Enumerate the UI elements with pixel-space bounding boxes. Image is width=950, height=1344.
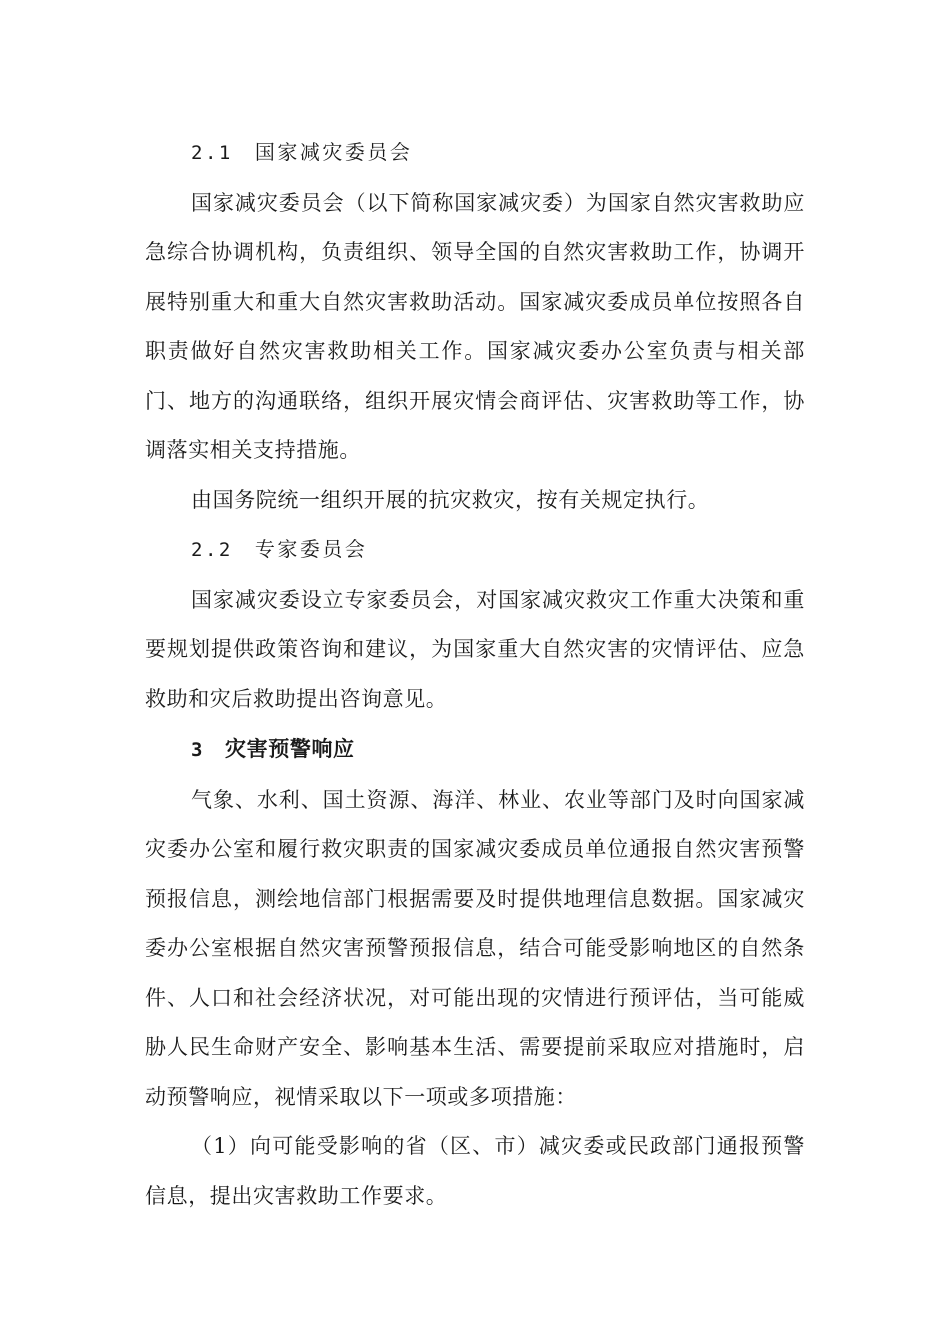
section-heading-2-1	[145, 128, 805, 179]
paragraph: 气象、水利、国土资源、海洋、林业、农业等部门及时向国家减灾委办公室和履行救灾职责的国家减灾委成员单位通报自然灾害预警预报信息，测绘地信部门根据需要及时提供地理信息数据。国家减灾委办公室根据自然灾害预警预报信息，结合可能受影响地区的自然条件、人口和社会经济状况，对可能出现的灾情进行预评估，当可能威胁人民生命财产安全、影响基本生活、需要提前采取应对措施时，启动预警响应，视情采取以下一项或多项措施：	[145, 787, 805, 1109]
section-heading-3	[145, 724, 805, 776]
paragraph: 国家减灾委员会（以下简称国家减灾委）为国家自然灾害救助应急综合协调机构，负责组织、领导全国的自然灾害救助工作，协调开展特别重大和重大自然灾害救助活动。国家减灾委成员单位按照各自职责做好自然灾害救助相关工作。国家减灾委办公室负责与相关部门、地方的沟通联络，组织开展灾情会商评估、灾害救助等工作，协调落实相关支持措施。	[145, 190, 805, 462]
list-item: （1）向可能受影响的省（区、市）减灾委或民政部门通报预警信息，提出灾害救助工作要求。	[145, 1134, 805, 1208]
section-heading-2-2	[145, 525, 805, 576]
section-number: 3	[191, 739, 204, 761]
section-number: 2.2	[191, 539, 233, 561]
document-body	[145, 128, 805, 1221]
section-title: 专家委员会	[254, 537, 368, 561]
paragraph: 由国务院统一组织开展的抗灾救灾，按有关规定执行。	[191, 487, 710, 512]
section-number: 2.1	[191, 142, 233, 164]
paragraph: 国家减灾委设立专家委员会，对国家减灾救灾工作重大决策和重要规划提供政策咨询和建议，为国家重大自然灾害的灾情评估、应急救助和灾后救助提出咨询意见。	[145, 587, 805, 711]
section-title: 国家减灾委员会	[254, 140, 413, 164]
section-title: 灾害预警响应	[225, 736, 355, 761]
